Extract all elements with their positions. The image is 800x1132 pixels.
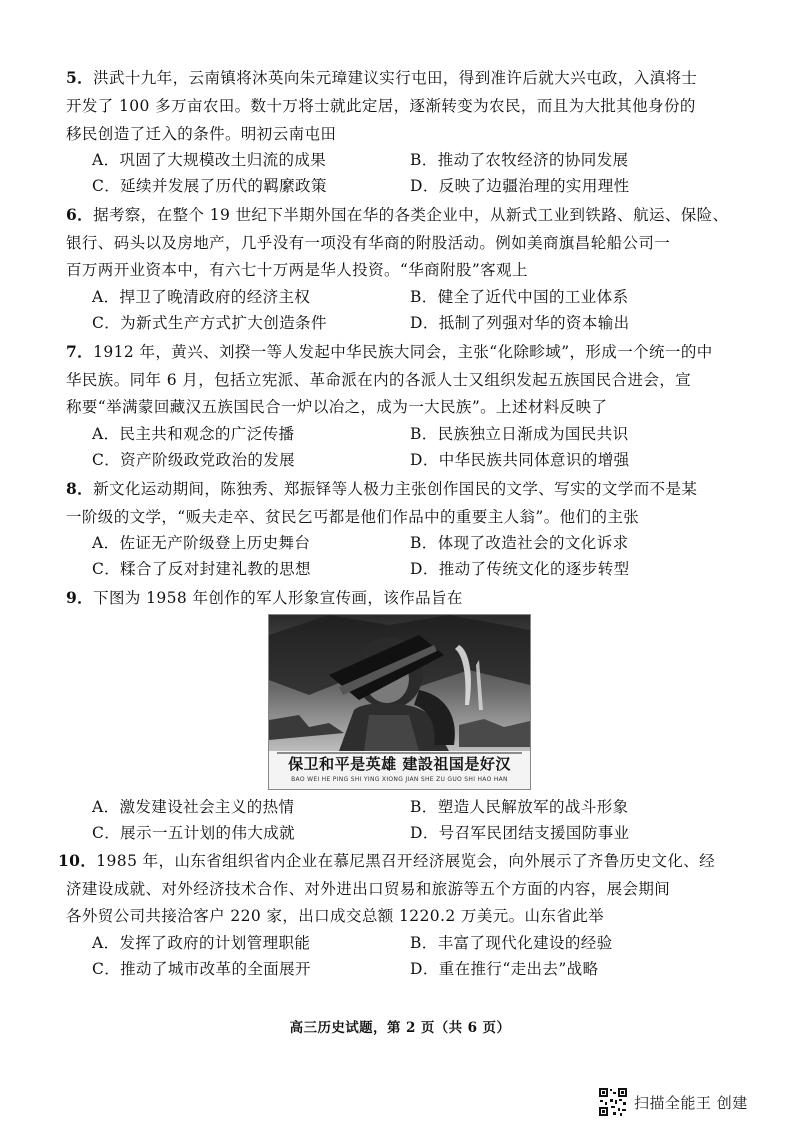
question-stem-line: 一阶级的文学，“贩夫走卒、贫民乞丐都是他们作品中的重要主人翁”。他们的主张 — [66, 508, 640, 526]
question-number: 6． — [66, 205, 94, 224]
question-stem-line: 华民族。同年 6 月，包括立宪派、革命派在内的各派人士又组织发起五族国民合进会，宣 — [66, 371, 692, 389]
question-stem-line: 1912 年，黄兴、刘揆一等人发起中华民族大同会，主张“化除畛域”，形成一个统一的中 — [93, 343, 713, 361]
option-d[interactable]: D．中华民族共同体意识的增强 — [410, 451, 630, 469]
qr-code-icon — [598, 1087, 628, 1117]
option-b[interactable]: B．健全了近代中国的工业体系 — [410, 288, 629, 306]
option-b[interactable]: B．体现了改造社会的文化诉求 — [410, 534, 629, 552]
option-d[interactable]: D．推动了传统文化的逐步转型 — [410, 560, 630, 578]
option-d[interactable]: D．反映了边疆治理的实用理性 — [410, 177, 630, 195]
question-stem-line: 洪武十九年，云南镇将沐英向朱元璋建议实行屯田，得到准许后就大兴屯政，入滇将士 — [93, 69, 698, 87]
question-stem-line: 1985 年，山东省组织省内企业在慕尼黑召开经济展览会，向外展示了齐鲁历史文化、经 — [96, 852, 716, 870]
poster-pinyin: BAO WEI HE PING SHI YING XIONG JIAN SHE ZU GUO SHI HAO HAN — [291, 776, 508, 783]
option-a[interactable]: A．民主共和观念的广泛传播 — [92, 425, 295, 443]
question-stem-line: 银行、码头以及房地产，几乎没有一项没有华商的附股活动。例如美商旗昌轮船公司一 — [66, 234, 671, 252]
scanner-label: 扫描全能王 创建 — [634, 1093, 748, 1112]
option-b[interactable]: B．丰富了现代化建设的经验 — [410, 934, 613, 952]
option-c[interactable]: C．推动了城市改革的全面展开 — [92, 960, 311, 978]
question-number: 5． — [66, 68, 94, 87]
question-stem-line: 开发了 100 多万亩农田。数十万将士就此定居，逐渐转变为农民，而且为大批其他身份的 — [66, 97, 696, 115]
question-number: 7． — [66, 342, 94, 361]
option-a[interactable]: A．巩固了大规模改土归流的成果 — [92, 151, 327, 169]
option-b[interactable]: B．推动了农牧经济的协同发展 — [410, 151, 629, 169]
question-stem-line: 百万两开业资本中，有六七十万两是华人投资。“华商附股”客观上 — [66, 261, 528, 279]
option-c[interactable]: C．糅合了反对封建礼教的思想 — [92, 560, 311, 578]
page-footer: 高三历史试题，第 2 页（共 6 页） — [289, 1020, 511, 1036]
option-d[interactable]: D．号召军民团结支援国防事业 — [410, 824, 630, 842]
question-number: 8． — [66, 479, 94, 498]
option-c[interactable]: C．为新式生产方式扩大创造条件 — [92, 314, 327, 332]
scanner-watermark — [598, 1086, 748, 1118]
option-a[interactable]: A．发挥了政府的计划管理职能 — [92, 934, 311, 952]
question-stem-line: 下图为 1958 年创作的军人形象宣传画，该作品旨在 — [93, 589, 463, 607]
question-stem-line: 各外贸公司共接洽客户 220 家，出口成交总额 1220.2 万美元。山东省此举 — [66, 907, 605, 925]
option-b[interactable]: B．塑造人民解放军的战斗形象 — [410, 798, 629, 816]
option-d[interactable]: D．重在推行“走出去”战略 — [410, 960, 599, 978]
question-stem-line: 称要“举满蒙回藏汉五族国民合一炉以冶之，成为一大民族”。上述材料反映了 — [66, 398, 608, 416]
question-stem-line: 据考察，在整个 19 世纪下半期外国在华的各类企业中，从新式工业到铁路、航运、保险、 — [93, 206, 729, 224]
option-a[interactable]: A．佐证无产阶级登上历史舞台 — [92, 534, 311, 552]
question-stem-line: 移民创造了迁入的条件。明初云南屯田 — [66, 125, 337, 143]
option-c[interactable]: C．延续并发展了历代的羁縻政策 — [92, 177, 327, 195]
option-a[interactable]: A．捍卫了晚清政府的经济主权 — [92, 288, 311, 306]
question-number: 10． — [58, 851, 97, 870]
option-c[interactable]: C．展示一五计划的伟大成就 — [92, 824, 296, 842]
propaganda-poster-image — [268, 614, 531, 790]
option-d[interactable]: D．抵制了列强对华的资本输出 — [410, 314, 630, 332]
poster-slogan: 保卫和平是英雄 建設祖国是好汉 — [288, 755, 511, 773]
option-b[interactable]: B．民族独立日渐成为国民共识 — [410, 425, 629, 443]
option-a[interactable]: A．激发建设社会主义的热情 — [92, 798, 295, 816]
question-stem-line: 济建设成就、对外经济技术合作、对外进出口贸易和旅游等五个方面的内容，展会期间 — [66, 880, 671, 898]
question-number: 9． — [66, 588, 94, 607]
option-c[interactable]: C．资产阶级政党政治的发展 — [92, 451, 296, 469]
question-stem-line: 新文化运动期间，陈独秀、郑振铎等人极力主张创作国民的文学、写实的文学而不是某 — [93, 480, 698, 498]
